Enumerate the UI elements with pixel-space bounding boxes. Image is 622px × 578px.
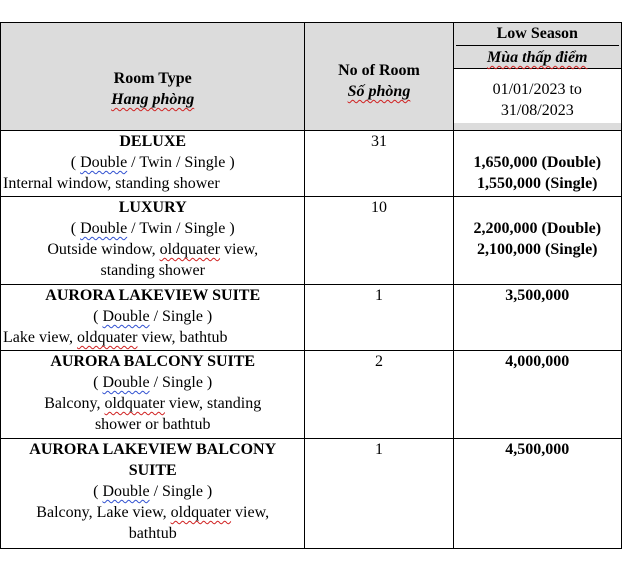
room-count-cell bbox=[305, 439, 453, 549]
bed-options: ( Double / Single ) bbox=[93, 374, 213, 391]
room-type-cell bbox=[1, 197, 305, 285]
price-cell bbox=[453, 197, 621, 285]
low-season-label: Low Season bbox=[496, 25, 578, 42]
no-of-room-header-label: No of Room bbox=[338, 62, 420, 79]
room-count: 2 bbox=[374, 353, 383, 370]
room-count-cell bbox=[305, 197, 453, 285]
room-name: AURORA LAKEVIEW BALCONY bbox=[29, 441, 277, 458]
room-type-header-label: Room Type bbox=[113, 70, 192, 87]
room-count: 10 bbox=[370, 199, 387, 216]
price: 4,000,000 bbox=[505, 353, 570, 370]
room-description: Lake view, oldquater view, bathtub bbox=[3, 329, 228, 346]
season-date-to: 31/08/2023 bbox=[500, 102, 574, 119]
table-row bbox=[1, 285, 622, 351]
price-single: 1,550,000 (Single) bbox=[477, 175, 598, 192]
price-cell bbox=[453, 131, 621, 197]
room-name: AURORA BALCONY SUITE bbox=[50, 353, 256, 370]
no-of-room-header bbox=[305, 23, 453, 131]
room-description: Internal window, standing shower bbox=[3, 175, 220, 192]
price-double: 1,650,000 (Double) bbox=[473, 154, 602, 171]
no-of-room-header-vi: Số phòng bbox=[347, 83, 411, 100]
price-cell bbox=[453, 351, 621, 439]
price-single: 2,100,000 (Single) bbox=[477, 241, 598, 258]
room-type-cell bbox=[1, 131, 305, 197]
room-name: DELUXE bbox=[119, 133, 187, 150]
price: 4,500,000 bbox=[505, 441, 570, 458]
room-count-cell bbox=[305, 285, 453, 351]
room-description: Outside window, oldquater view, bbox=[47, 241, 259, 258]
bed-options: ( Double / Twin / Single ) bbox=[70, 154, 235, 171]
room-name: LUXURY bbox=[118, 199, 187, 216]
room-count-cell bbox=[305, 351, 453, 439]
room-type-cell bbox=[1, 439, 305, 549]
room-type-header-vi: Hang phòng bbox=[111, 91, 195, 108]
table-header-row bbox=[1, 23, 622, 131]
room-type-header bbox=[1, 23, 305, 131]
room-type-cell bbox=[1, 351, 305, 439]
room-rates-table bbox=[0, 22, 622, 549]
table-row bbox=[1, 131, 622, 197]
price-cell bbox=[453, 439, 621, 549]
room-description: Balcony, oldquater view, standing bbox=[44, 395, 262, 412]
bed-options: ( Double / Single ) bbox=[93, 308, 213, 325]
price: 3,500,000 bbox=[505, 287, 570, 304]
room-count-cell bbox=[305, 131, 453, 197]
room-name: AURORA LAKEVIEW SUITE bbox=[45, 287, 261, 304]
room-count: 1 bbox=[374, 441, 383, 458]
table-row bbox=[1, 197, 622, 285]
room-description-cont: shower or bathtub bbox=[94, 416, 211, 433]
room-type-cell bbox=[1, 285, 305, 351]
low-season-vi-label: Mùa thấp điểm bbox=[487, 49, 588, 66]
room-description-cont: bathtub bbox=[128, 525, 177, 542]
table-row bbox=[1, 439, 622, 549]
room-description: Balcony, Lake view, oldquater view, bbox=[36, 504, 270, 521]
room-count: 1 bbox=[374, 287, 383, 304]
price-double: 2,200,000 (Double) bbox=[473, 220, 602, 237]
low-season-title-block bbox=[456, 23, 619, 46]
bed-options: ( Double / Single ) bbox=[93, 483, 213, 500]
table-row bbox=[1, 351, 622, 439]
room-description-cont: standing shower bbox=[100, 262, 205, 279]
price-cell bbox=[453, 285, 621, 351]
season-date-from: 01/01/2023 to bbox=[492, 81, 582, 98]
bed-options: ( Double / Twin / Single ) bbox=[70, 220, 235, 237]
room-name-cont: SUITE bbox=[128, 462, 177, 479]
season-date-range bbox=[454, 68, 621, 123]
room-count: 31 bbox=[370, 133, 387, 150]
low-season-header bbox=[453, 23, 621, 131]
